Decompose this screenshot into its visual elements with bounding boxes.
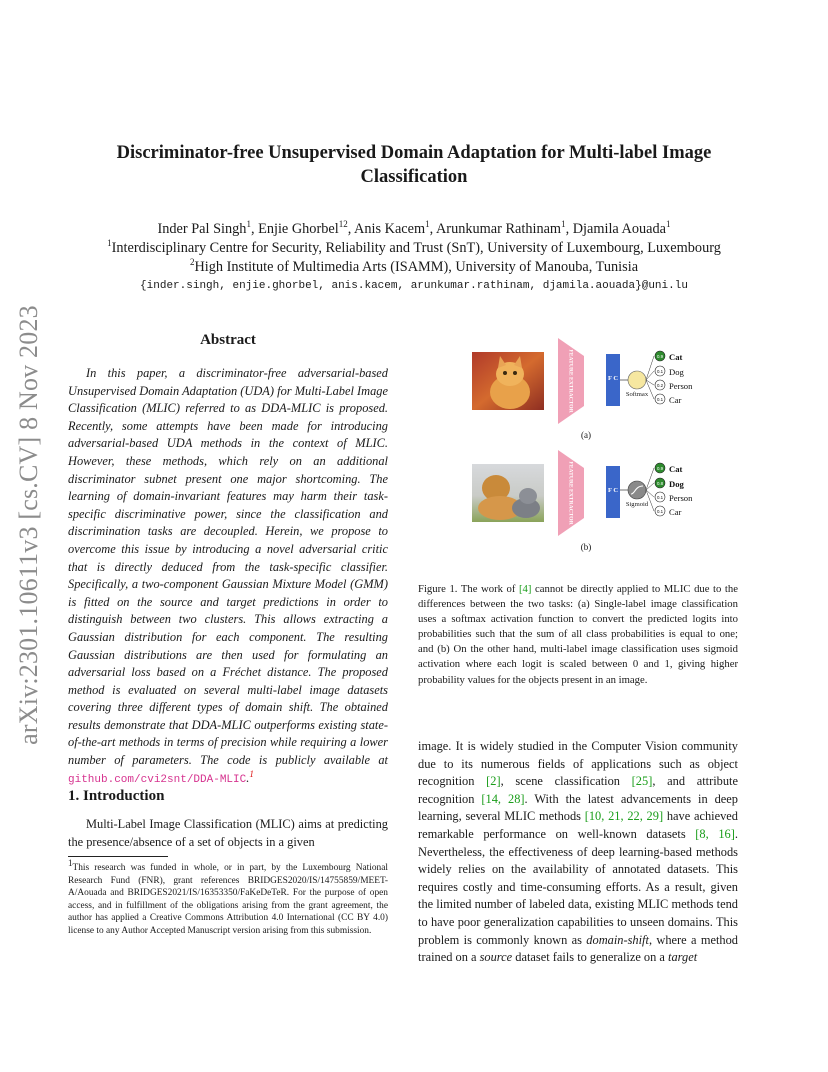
- feature-extractor-label-b: FEATURE EXTRACTOR: [567, 461, 574, 525]
- svg-text:0.8: 0.8: [656, 481, 664, 486]
- paragraph-text: , where a method trained on a: [418, 932, 738, 965]
- footnote: $^1$This research was funded in whole, or in part, by the Luxembourg National Research Fund (FNR), grant references BRIDGES2020/IS/14755859/MEET-A/Aouada and BRIDGES2021/IS/16353350/FaKeDeTeR. For the purpose of open access, and in fulfillment of the obligations arising from the grant agreement, the author has applied a Creative Commons Attribution 4.0 International (CC BY 4.0) license to any Author Accepted Manuscript version arising from this submission.: [68, 857, 388, 936]
- citation-link[interactable]: [14, 28]: [481, 791, 525, 806]
- svg-text:0.1: 0.1: [656, 369, 664, 374]
- figure-1-diagram: [470, 338, 710, 560]
- fc-label-b: F C: [607, 487, 619, 494]
- svg-text:0.1: 0.1: [656, 397, 664, 402]
- citation-link[interactable]: [10, 21, 22, 29]: [584, 809, 664, 824]
- svg-text:Dog: Dog: [669, 367, 684, 377]
- citation-link[interactable]: [8, 16]: [695, 826, 735, 841]
- arxiv-stamp: [10, 290, 48, 760]
- introduction-continued: [418, 738, 738, 967]
- paper-title: Discriminator-free Unsupervised Domain Adaptation for Multi-label Image Classification: [116, 143, 712, 187]
- affiliation-2: $^2$High Institute of Multimedia Arts (ISAMM), University of Manouba, Tunisia: [189, 257, 639, 275]
- fc-label-a: F C: [607, 375, 619, 382]
- sigmoid-node: [628, 481, 646, 499]
- svg-text:Person: Person: [669, 493, 693, 503]
- emphasized-text: source: [479, 950, 513, 965]
- emphasized-text: target: [668, 950, 698, 965]
- svg-text:0.9: 0.9: [656, 466, 664, 471]
- paragraph-text: , and attribute recognition: [418, 774, 738, 806]
- code-link[interactable]: github.com/cvi2snt/DDA-MLIC: [68, 773, 247, 786]
- paragraph-text: have achieved remarkable performance on well-known datasets: [418, 809, 738, 841]
- author-emails: {inder.singh, enjie.ghorbel, anis.kacem, arunkumar.rathinam, djamila.aouada}@uni.lu: [140, 280, 688, 292]
- svg-text:Car: Car: [669, 507, 682, 517]
- svg-text:Cat: Cat: [669, 352, 683, 362]
- citation-link[interactable]: [4]: [519, 583, 532, 595]
- panel-b-label: (b): [580, 542, 592, 552]
- abstract-heading: Abstract: [200, 332, 256, 348]
- paragraph-text: , scene classification: [500, 774, 632, 789]
- svg-text:Person: Person: [669, 381, 693, 391]
- softmax-label: Softmax: [625, 391, 649, 398]
- introduction-paragraph: Multi-Label Image Classification (MLIC) aims at predicting the presence/absence of a set of objects in a given: [68, 817, 388, 849]
- svg-text:0.1: 0.1: [656, 509, 664, 514]
- panel-a-label: (a): [581, 430, 591, 440]
- affiliation-1: $^1$Interdisciplinary Centre for Security, Reliability and Trust (SnT), University of Luxembourg, Luxembourg: [107, 238, 721, 256]
- svg-text:Dog: Dog: [669, 479, 684, 489]
- sigmoid-label: Sigmoid: [625, 501, 649, 508]
- dog-and-cat-photo: [472, 464, 544, 522]
- svg-text:0.2: 0.2: [656, 383, 664, 388]
- citation-link[interactable]: [2]: [486, 774, 501, 789]
- paragraph-text: . Nevertheless, the effectiveness of deep learning-based methods widely relies on the availability of annotated datasets. This requires costly and time-consuming efforts. As a result, given the limited number of labeled data, existing MLIC methods tend to have poor generalization capabilities to unseen domains. This problem is commonly known as: [418, 826, 738, 947]
- abstract-body: In this paper, a discriminator-free adversarial-based Unsupervised Domain Adaptation (UDA) for Multi-Label Image Classification (MLIC) referred to as DDA-MLIC is proposed. Recently, some attempts have been made for introducing adversarial-based UDA methods in the context of MLIC. However, these methods, which rely on an additional discriminator subnet present one major shortcoming. The learning of domain-invariant features may harm their task-specific discriminative power, since the classification and discrimination tasks are decoupled. Herein, we propose to overcome this issue by introducing a novel adversarial critic that is directly deduced from the task-specific classifier. Specifically, a two-component Gaussian Mixture Model (GMM) is fitted on the source and target predictions in order to distinguish between two clusters. This allows extracting a Gaussian distribution for each component. The resulting Gaussian distributions are then used for formulating an adversarial loss based on a Fréchet distance. The proposed method is evaluated on several multi-label image datasets covering three different types of domain shift. The obtained results demonstrate that DDA-MLIC outperforms existing state-of-the-art methods in terms of precision while requiring a lower number of parameters. The code is publicly available at github.com/cvi2snt/DDA-MLIC.$^1$: [68, 366, 388, 786]
- feature-extractor-label-a: FEATURE EXTRACTOR: [567, 349, 574, 413]
- svg-text:0.9: 0.9: [656, 354, 664, 359]
- footnote-divider: [68, 856, 168, 857]
- outputs-a: [646, 351, 693, 405]
- svg-text:0.1: 0.1: [656, 495, 664, 500]
- introduction-heading: 1. Introduction: [68, 788, 165, 804]
- paragraph-text: . With the latest advancements in deep learning, several MLIC methods: [418, 791, 738, 824]
- citation-link[interactable]: [25]: [631, 774, 653, 789]
- arxiv-identifier: arXiv:2301.10611v3 [cs.CV] 8 Nov 2023: [14, 305, 43, 745]
- outputs-b: [646, 463, 693, 517]
- softmax-node: [628, 371, 646, 389]
- svg-text:Car: Car: [669, 395, 682, 405]
- figure-1-caption: Figure 1. The work of [4] cannot be directly applied to MLIC due to the differences between the two tasks: (a) Single-label image classification uses a softmax activation function to convert the predicted logits into probabilities such that the sum of all class probabilities is equal to one; and (b) On the other hand, multi-label image classification uses sigmoid activation where each logit is scaled between 0 and 1, giving higher probability values for the objects present in an image.: [418, 583, 738, 686]
- paragraph-text: image. It is widely studied in the Computer Vision community due to its numerous fields of applications such as object recognition: [418, 739, 738, 789]
- paragraph-text: dataset fails to generalize on a: [512, 950, 669, 965]
- emphasized-text: domain-shift: [586, 932, 649, 947]
- svg-text:Cat: Cat: [669, 464, 683, 474]
- cat-photo: [472, 352, 544, 410]
- author-list: Inder Pal Singh$^1$, Enjie Ghorbel$^{12}$, Anis Kacem$^1$, Arunkumar Rathinam$^1$, Djamila Aouada$^1$: [157, 219, 671, 237]
